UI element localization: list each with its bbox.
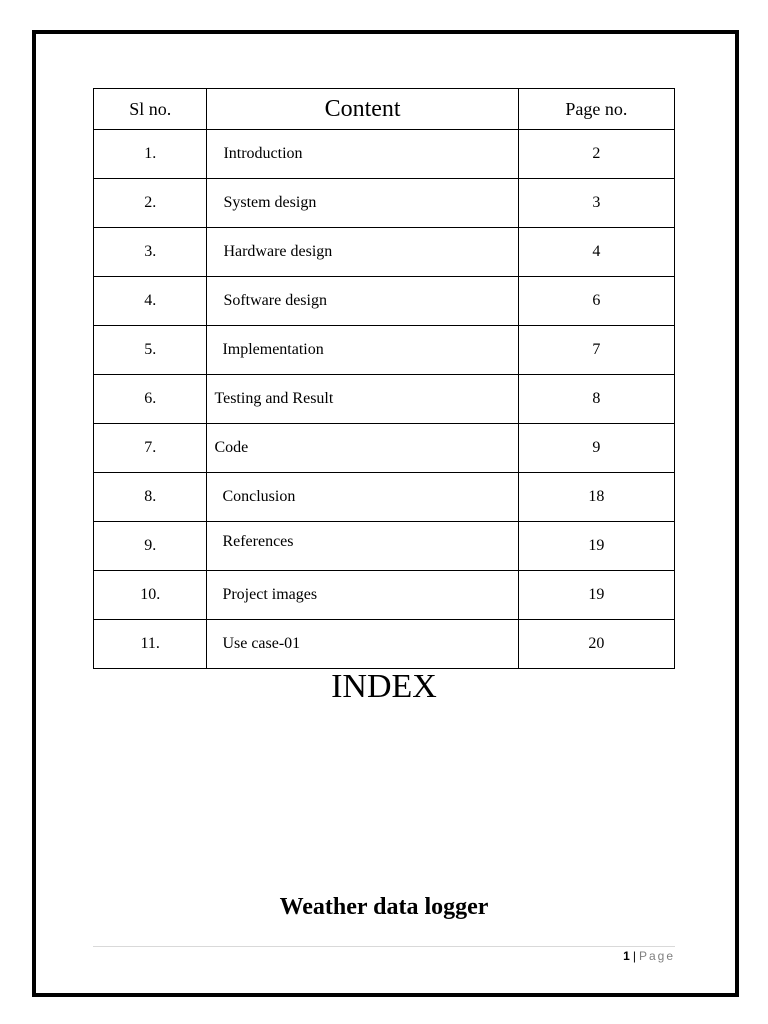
table-row [94, 375, 675, 424]
row-sl-no: 3. [94, 228, 207, 277]
table-row [94, 522, 675, 571]
table-row [94, 179, 675, 228]
row-page-no: 3 [518, 179, 674, 228]
row-content: System design [207, 179, 518, 228]
table-row [94, 326, 675, 375]
table-row [94, 424, 675, 473]
document-title: Weather data logger [279, 894, 489, 920]
page-footer [623, 949, 675, 963]
table-row [94, 130, 675, 179]
footer-divider [93, 946, 675, 947]
row-content: Use case-01 [207, 620, 518, 669]
row-content: Testing and Result [207, 375, 518, 424]
row-page-no: 7 [518, 326, 674, 375]
header-sl-no: Sl no. [94, 89, 207, 130]
row-sl-no: 5. [94, 326, 207, 375]
row-content: Project images [207, 571, 518, 620]
row-page-no: 4 [518, 228, 674, 277]
table-row [94, 473, 675, 522]
row-content-text: References [222, 533, 294, 550]
row-sl-no: 1. [94, 130, 207, 179]
row-sl-no: 6. [94, 375, 207, 424]
row-page-no: 6 [518, 277, 674, 326]
row-page-no: 19 [518, 522, 674, 571]
page-number: 1 [623, 949, 630, 963]
row-sl-no: 2. [94, 179, 207, 228]
row-page-no: 18 [518, 473, 674, 522]
row-page-no: 2 [518, 130, 674, 179]
row-page-no: 8 [518, 375, 674, 424]
row-sl-no: 10. [94, 571, 207, 620]
row-sl-no: 9. [94, 522, 207, 571]
row-content: Introduction [207, 130, 518, 179]
table-row [94, 620, 675, 669]
row-content [207, 522, 518, 571]
header-content: Content [207, 89, 518, 130]
row-content: Hardware design [207, 228, 518, 277]
table-row [94, 228, 675, 277]
row-page-no: 19 [518, 571, 674, 620]
index-heading: INDEX [331, 668, 437, 705]
row-page-no: 9 [518, 424, 674, 473]
row-content: Software design [207, 277, 518, 326]
table-row [94, 277, 675, 326]
row-sl-no: 4. [94, 277, 207, 326]
row-content: Implementation [207, 326, 518, 375]
row-page-no: 20 [518, 620, 674, 669]
row-sl-no: 7. [94, 424, 207, 473]
table-row [94, 571, 675, 620]
row-content: Code [207, 424, 518, 473]
table-header-row [94, 89, 675, 130]
page-label: Page [638, 949, 675, 963]
row-sl-no: 8. [94, 473, 207, 522]
row-content: Conclusion [207, 473, 518, 522]
index-table [93, 88, 675, 669]
header-page-no: Page no. [518, 89, 674, 130]
footer-separator: | [632, 949, 636, 963]
row-sl-no: 11. [94, 620, 207, 669]
